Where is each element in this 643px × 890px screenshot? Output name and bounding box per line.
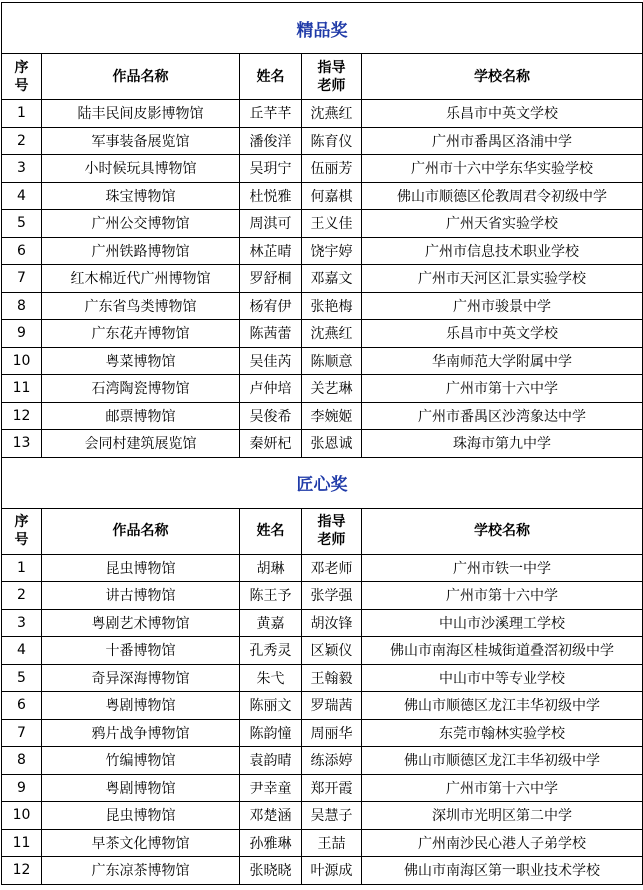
cell-student-name: 罗舒桐 — [240, 265, 302, 293]
cell-work-name: 鸦片战争博物馆 — [42, 719, 240, 747]
cell-school-name: 东莞市翰林实验学校 — [362, 719, 643, 747]
cell-number: 12 — [2, 402, 42, 430]
cell-number: 11 — [2, 829, 42, 857]
table-row — [2, 637, 643, 665]
cell-school-name: 广州市铁一中学 — [362, 554, 643, 582]
cell-school-name: 广州市番禺区洛浦中学 — [362, 127, 643, 155]
header-work-name: 作品名称 — [42, 508, 240, 554]
cell-work-name: 昆虫博物馆 — [42, 554, 240, 582]
table-row — [2, 747, 643, 775]
cell-student-name: 卢仲培 — [240, 375, 302, 403]
table-row — [2, 402, 643, 430]
cell-advisor: 沈燕红 — [302, 100, 362, 128]
cell-school-name: 乐昌市中英文学校 — [362, 320, 643, 348]
cell-school-name: 广州市番禺区沙湾象达中学 — [362, 402, 643, 430]
cell-advisor: 叶源成 — [302, 857, 362, 885]
table-row — [2, 127, 643, 155]
header-student-name: 姓名 — [240, 508, 302, 554]
cell-work-name: 珠宝博物馆 — [42, 182, 240, 210]
cell-number: 4 — [2, 182, 42, 210]
cell-work-name: 军事装备展览馆 — [42, 127, 240, 155]
cell-student-name: 吴俊希 — [240, 402, 302, 430]
cell-work-name: 昆虫博物馆 — [42, 802, 240, 830]
cell-work-name: 小时候玩具博物馆 — [42, 155, 240, 183]
cell-work-name: 石湾陶瓷博物馆 — [42, 375, 240, 403]
header-advisor: 指导 老师 — [302, 54, 362, 100]
cell-student-name: 黄嘉 — [240, 609, 302, 637]
cell-student-name: 邓楚涵 — [240, 802, 302, 830]
cell-number: 13 — [2, 430, 42, 458]
cell-advisor: 沈燕红 — [302, 320, 362, 348]
cell-school-name: 深圳市光明区第二中学 — [362, 802, 643, 830]
cell-number: 1 — [2, 100, 42, 128]
cell-advisor: 王喆 — [302, 829, 362, 857]
cell-school-name: 广州市第十六中学 — [362, 582, 643, 610]
table-row — [2, 265, 643, 293]
cell-advisor: 伍丽芳 — [302, 155, 362, 183]
cell-work-name: 粤菜博物馆 — [42, 347, 240, 375]
header-row — [2, 508, 643, 554]
table-row — [2, 100, 643, 128]
header-number: 序 号 — [2, 508, 42, 554]
cell-number: 2 — [2, 127, 42, 155]
header-school-name: 学校名称 — [362, 54, 643, 100]
cell-work-name: 粤剧艺术博物馆 — [42, 609, 240, 637]
cell-number: 8 — [2, 292, 42, 320]
cell-number: 5 — [2, 210, 42, 238]
cell-student-name: 陈茜蕾 — [240, 320, 302, 348]
section-title: 匠心奖 — [2, 457, 643, 508]
cell-school-name: 佛山市顺德区龙江丰华初级中学 — [362, 747, 643, 775]
table-row — [2, 609, 643, 637]
cell-school-name: 华南师范大学附属中学 — [362, 347, 643, 375]
table-row — [2, 664, 643, 692]
cell-work-name: 陆丰民间皮影博物馆 — [42, 100, 240, 128]
table-row — [2, 430, 643, 458]
table-row — [2, 554, 643, 582]
awards-table — [1, 2, 643, 885]
cell-number: 9 — [2, 320, 42, 348]
cell-advisor: 周丽华 — [302, 719, 362, 747]
cell-student-name: 张晓晓 — [240, 857, 302, 885]
cell-number: 11 — [2, 375, 42, 403]
cell-number: 7 — [2, 719, 42, 747]
cell-advisor: 陈育仪 — [302, 127, 362, 155]
cell-advisor: 何嘉棋 — [302, 182, 362, 210]
cell-number: 9 — [2, 774, 42, 802]
cell-advisor: 李婉姬 — [302, 402, 362, 430]
cell-number: 8 — [2, 747, 42, 775]
cell-number: 3 — [2, 155, 42, 183]
cell-advisor: 张恩诚 — [302, 430, 362, 458]
cell-student-name: 袁韵晴 — [240, 747, 302, 775]
cell-work-name: 广州铁路博物馆 — [42, 237, 240, 265]
cell-work-name: 讲古博物馆 — [42, 582, 240, 610]
header-row — [2, 54, 643, 100]
cell-student-name: 吴佳芮 — [240, 347, 302, 375]
cell-work-name: 广东凉茶博物馆 — [42, 857, 240, 885]
cell-school-name: 珠海市第九中学 — [362, 430, 643, 458]
cell-student-name: 潘俊洋 — [240, 127, 302, 155]
cell-work-name: 早茶文化博物馆 — [42, 829, 240, 857]
cell-advisor: 张艳梅 — [302, 292, 362, 320]
table-row — [2, 182, 643, 210]
cell-advisor: 罗瑞茜 — [302, 692, 362, 720]
cell-advisor: 王义佳 — [302, 210, 362, 238]
table-row — [2, 155, 643, 183]
cell-advisor: 练添婷 — [302, 747, 362, 775]
cell-school-name: 广州市天河区汇景实验学校 — [362, 265, 643, 293]
table-row — [2, 320, 643, 348]
table-row — [2, 692, 643, 720]
cell-school-name: 佛山市南海区第一职业技术学校 — [362, 857, 643, 885]
table-row — [2, 802, 643, 830]
cell-number: 5 — [2, 664, 42, 692]
cell-advisor: 陈顺意 — [302, 347, 362, 375]
cell-advisor: 邓嘉文 — [302, 265, 362, 293]
cell-student-name: 林芷晴 — [240, 237, 302, 265]
awards-table-body — [2, 3, 643, 885]
table-row — [2, 292, 643, 320]
cell-student-name: 孔秀灵 — [240, 637, 302, 665]
cell-student-name: 朱弋 — [240, 664, 302, 692]
cell-advisor: 邓老师 — [302, 554, 362, 582]
cell-school-name: 广州市骏景中学 — [362, 292, 643, 320]
cell-school-name: 广州南沙民心港人子弟学校 — [362, 829, 643, 857]
cell-advisor: 王翰毅 — [302, 664, 362, 692]
cell-number: 4 — [2, 637, 42, 665]
cell-work-name: 粤剧博物馆 — [42, 774, 240, 802]
table-row — [2, 210, 643, 238]
header-advisor: 指导 老师 — [302, 508, 362, 554]
table-row — [2, 719, 643, 747]
cell-advisor: 胡汝锋 — [302, 609, 362, 637]
table-row — [2, 375, 643, 403]
cell-number: 6 — [2, 692, 42, 720]
cell-work-name: 广东花卉博物馆 — [42, 320, 240, 348]
table-row — [2, 582, 643, 610]
cell-school-name: 广州市信息技术职业学校 — [362, 237, 643, 265]
cell-school-name: 佛山市顺德区龙江丰华初级中学 — [362, 692, 643, 720]
cell-work-name: 邮票博物馆 — [42, 402, 240, 430]
cell-number: 3 — [2, 609, 42, 637]
cell-student-name: 尹幸童 — [240, 774, 302, 802]
cell-work-name: 十番博物馆 — [42, 637, 240, 665]
cell-work-name: 会同村建筑展览馆 — [42, 430, 240, 458]
cell-school-name: 广州天省实验学校 — [362, 210, 643, 238]
section-title: 精品奖 — [2, 3, 643, 54]
cell-advisor: 郑开霞 — [302, 774, 362, 802]
cell-work-name: 粤剧博物馆 — [42, 692, 240, 720]
cell-student-name: 陈韵憧 — [240, 719, 302, 747]
section-title-row — [2, 3, 643, 54]
cell-number: 7 — [2, 265, 42, 293]
cell-number: 12 — [2, 857, 42, 885]
header-school-name: 学校名称 — [362, 508, 643, 554]
header-work-name: 作品名称 — [42, 54, 240, 100]
table-row — [2, 774, 643, 802]
cell-school-name: 中山市中等专业学校 — [362, 664, 643, 692]
cell-school-name: 广州市第十六中学 — [362, 774, 643, 802]
cell-student-name: 吴玥宁 — [240, 155, 302, 183]
header-student-name: 姓名 — [240, 54, 302, 100]
header-number: 序 号 — [2, 54, 42, 100]
cell-student-name: 秦妍杞 — [240, 430, 302, 458]
cell-number: 2 — [2, 582, 42, 610]
cell-school-name: 中山市沙溪理工学校 — [362, 609, 643, 637]
cell-student-name: 杜悦雅 — [240, 182, 302, 210]
cell-number: 6 — [2, 237, 42, 265]
cell-school-name: 广州市十六中学东华实验学校 — [362, 155, 643, 183]
cell-work-name: 广东省鸟类博物馆 — [42, 292, 240, 320]
cell-work-name: 广州公交博物馆 — [42, 210, 240, 238]
cell-student-name: 陈丽文 — [240, 692, 302, 720]
cell-school-name: 佛山市顺德区伦教周君令初级中学 — [362, 182, 643, 210]
cell-school-name: 佛山市南海区桂城街道叠滘初级中学 — [362, 637, 643, 665]
cell-school-name: 乐昌市中英文学校 — [362, 100, 643, 128]
cell-work-name: 奇异深海博物馆 — [42, 664, 240, 692]
section-title-row — [2, 457, 643, 508]
cell-student-name: 周淇可 — [240, 210, 302, 238]
table-row — [2, 857, 643, 885]
cell-work-name: 红木棉近代广州博物馆 — [42, 265, 240, 293]
table-row — [2, 347, 643, 375]
cell-number: 10 — [2, 802, 42, 830]
cell-number: 10 — [2, 347, 42, 375]
cell-number: 1 — [2, 554, 42, 582]
cell-student-name: 孙雅琳 — [240, 829, 302, 857]
cell-student-name: 陈王予 — [240, 582, 302, 610]
table-row — [2, 237, 643, 265]
cell-student-name: 胡琳 — [240, 554, 302, 582]
cell-student-name: 丘芊芊 — [240, 100, 302, 128]
cell-advisor: 吴慧子 — [302, 802, 362, 830]
cell-student-name: 杨宥伊 — [240, 292, 302, 320]
cell-work-name: 竹编博物馆 — [42, 747, 240, 775]
cell-school-name: 广州市第十六中学 — [362, 375, 643, 403]
table-row — [2, 829, 643, 857]
cell-advisor: 张学强 — [302, 582, 362, 610]
cell-advisor: 饶宇婷 — [302, 237, 362, 265]
cell-advisor: 区颖仪 — [302, 637, 362, 665]
cell-advisor: 关艺琳 — [302, 375, 362, 403]
